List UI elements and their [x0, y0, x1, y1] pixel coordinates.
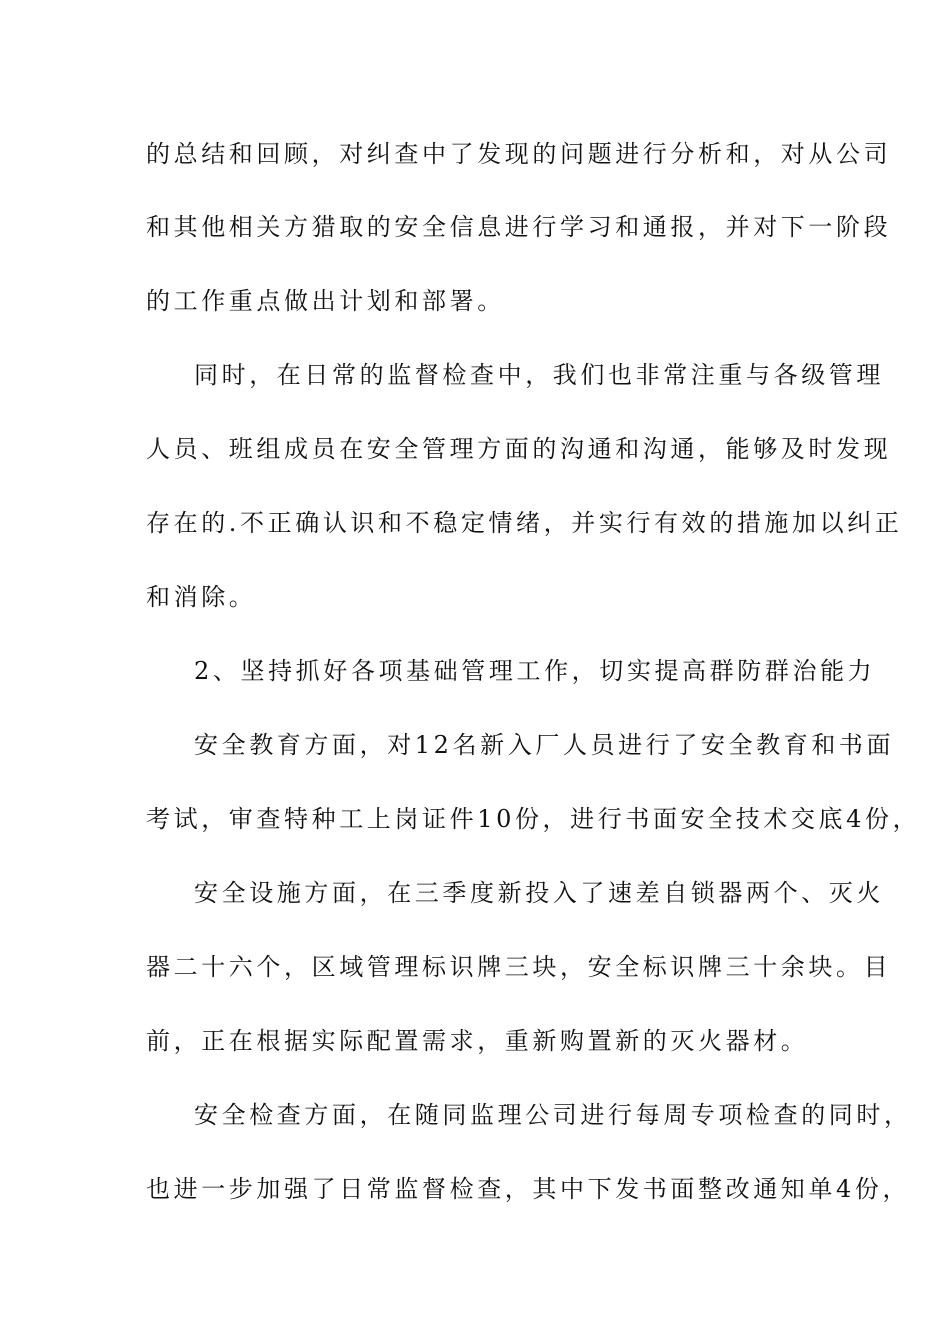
paragraph-line: 安全教育方面，对12名新入厂人员进行了安全教育和书面: [194, 731, 895, 759]
paragraph-line: 考试，审查特种工上岗证件10份，进行书面安全技术交底4份，: [146, 805, 921, 833]
paragraph-line: 安全检查方面，在随同监理公司进行每周专项检查的同时，: [194, 1101, 912, 1129]
section-heading: 2、坚持抓好各项基础管理工作，切实提高群防群治能力: [194, 657, 876, 685]
paragraph-line: 前，正在根据实际配置需求，重新购置新的灭火器材。: [146, 1027, 809, 1055]
paragraph-line: 人员、班组成员在安全管理方面的沟通和沟通，能够及时发现: [146, 435, 892, 463]
paragraph-line: 安全设施方面，在三季度新投入了速差自锁器两个、灭火: [194, 879, 884, 907]
paragraph-line: 的总结和回顾，对纠查中了发现的问题进行分析和，对从公司: [146, 140, 892, 168]
paragraph-line: 器二十六个，区域管理标识牌三块，安全标识牌三十余块。目: [146, 953, 892, 981]
paragraph-line: 和其他相关方猎取的安全信息进行学习和通报，并对下一阶段: [146, 213, 892, 241]
paragraph-line: 同时，在日常的监督检查中，我们也非常注重与各级管理: [194, 361, 884, 389]
paragraph-line: 和消除。: [146, 583, 257, 611]
paragraph-line: 也进一步加强了日常监督检查，其中下发书面整改通知单4份，: [146, 1175, 911, 1203]
paragraph-line: 的工作重点做出计划和部署。: [146, 287, 505, 315]
paragraph-line: 存在的.不正确认识和不稳定情绪，并实行有效的措施加以纠正: [146, 509, 903, 537]
